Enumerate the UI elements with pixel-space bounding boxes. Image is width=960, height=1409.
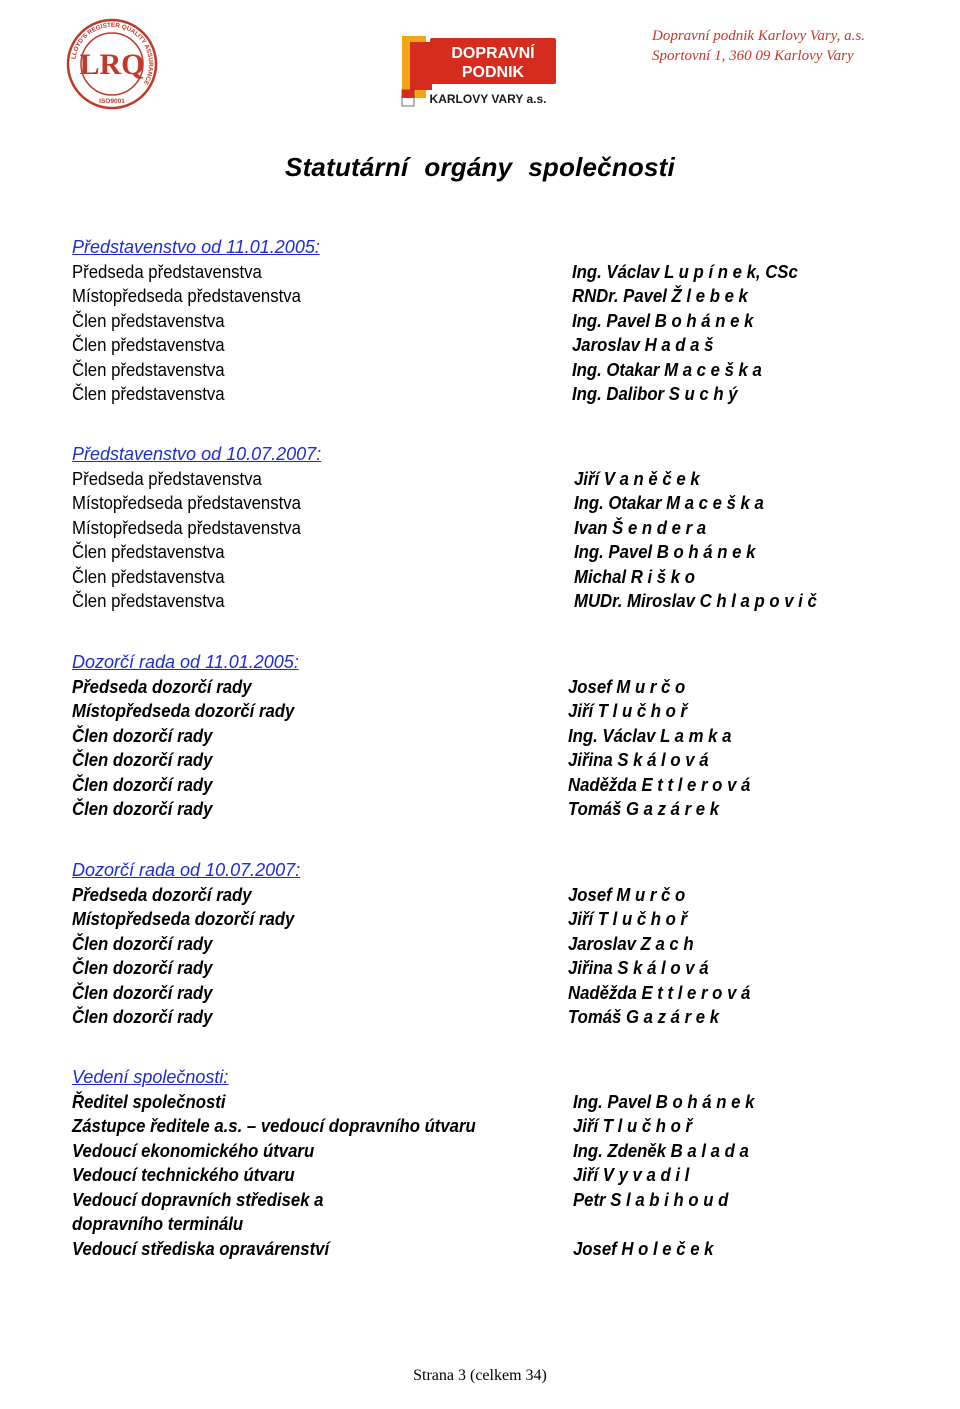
member-row xyxy=(72,1237,932,1262)
member-name: Jiří V a n ě č e k xyxy=(574,468,700,489)
member-row xyxy=(72,724,932,749)
section-heading: Vedení společnosti: xyxy=(72,1067,229,1087)
member-row xyxy=(72,540,932,565)
member-name: Josef H o l e č e k xyxy=(573,1238,714,1259)
lloyds-standard-text: ISO9001 xyxy=(99,98,125,105)
member-role: Vedoucí ekonomického útvaru xyxy=(72,1140,315,1161)
member-row xyxy=(72,1090,932,1115)
member-role: Člen představenstva xyxy=(72,310,225,331)
page-title xyxy=(0,152,960,183)
member-name: Ing. Pavel B o h á n e k xyxy=(572,310,754,331)
lloyds-ring-text: LLOYD'S REGISTER QUALITY ASSURANCE xyxy=(70,21,155,86)
member-role: Člen dozorčí rady xyxy=(72,982,213,1003)
member-role: Místopředseda dozorčí rady xyxy=(72,909,295,929)
member-row xyxy=(72,260,932,285)
dopravni-podnik-logo xyxy=(400,32,560,108)
member-row xyxy=(72,797,932,822)
page-header xyxy=(0,0,960,115)
member-name: Tomáš G a z á r e k xyxy=(568,1007,720,1027)
member-name: Naděžda E t t l e r o v á xyxy=(568,774,751,795)
title-word-3: společnosti xyxy=(528,152,675,182)
member-role: Vedoucí střediska opravárenství xyxy=(72,1238,330,1259)
member-role: Člen dozorčí rady xyxy=(72,774,213,795)
member-row xyxy=(72,981,932,1006)
member-name: Jiřina S k á l o v á xyxy=(568,750,709,770)
member-role: Předseda dozorčí rady xyxy=(72,676,252,697)
member-role: Místopředseda dozorčí rady xyxy=(72,701,295,721)
member-name: Jiří V y v a d i l xyxy=(573,1165,690,1185)
member-row xyxy=(72,382,932,407)
member-row xyxy=(72,589,932,614)
member-name: Josef M u r č o xyxy=(568,676,686,697)
member-row xyxy=(72,565,932,590)
member-role: Člen dozorčí rady xyxy=(72,933,213,954)
member-name: Josef M u r č o xyxy=(568,884,686,905)
member-role: Místopředseda představenstva xyxy=(72,286,301,306)
member-row xyxy=(72,1114,932,1139)
member-row xyxy=(72,907,932,932)
member-row xyxy=(72,333,932,358)
member-row xyxy=(72,675,932,700)
member-role: Člen dozorčí rady xyxy=(72,725,213,746)
member-role: Člen představenstva xyxy=(72,335,225,355)
member-name: Ing. Otakar M a c e š k a xyxy=(574,493,764,513)
section-supervisory-2007 xyxy=(72,858,932,1030)
dp-logo-line3: KARLOVY VARY a.s. xyxy=(429,92,547,106)
member-name: Tomáš G a z á r e k xyxy=(568,799,720,819)
member-role: Místopředseda představenstva xyxy=(72,517,301,538)
member-role: Člen představenstva xyxy=(72,384,225,404)
member-name: MUDr. Miroslav C h l a p o v i č xyxy=(574,591,817,611)
member-role: Zástupce ředitele a.s. – vedoucí dopravního útvaru xyxy=(72,1116,476,1136)
section-heading: Představenstvo od 11.01.2005: xyxy=(72,237,320,257)
member-row xyxy=(72,1005,932,1030)
member-name: Jiří T l u č h o ř xyxy=(568,909,688,929)
member-row xyxy=(72,932,932,957)
title-word-2: orgány xyxy=(424,152,513,182)
section-heading: Představenstvo od 10.07.2007: xyxy=(72,444,322,464)
member-role: Předseda představenstva xyxy=(72,261,262,282)
member-role: Člen představenstva xyxy=(72,591,225,611)
member-name: Jiří T l u č h o ř xyxy=(568,701,688,721)
member-row xyxy=(72,1139,932,1164)
member-row xyxy=(72,1188,932,1213)
member-role: Člen představenstva xyxy=(72,359,225,380)
section-board-2007 xyxy=(72,442,932,614)
member-role: Člen dozorčí rady xyxy=(72,958,213,978)
member-role: Člen dozorčí rady xyxy=(72,750,213,770)
page-footer xyxy=(0,1367,960,1385)
member-row xyxy=(72,1163,932,1188)
lloyds-logo-letters: LRQ xyxy=(79,48,145,81)
member-name: Ing. Václav L a m k a xyxy=(568,725,732,746)
member-row xyxy=(72,773,932,798)
member-name: Ing. Pavel B o h á n e k xyxy=(573,1091,755,1112)
member-role: dopravního terminálu xyxy=(72,1214,244,1234)
section-management xyxy=(72,1065,932,1261)
member-role: Předseda dozorčí rady xyxy=(72,884,252,905)
company-address: Sportovní 1, 360 09 Karlovy Vary xyxy=(652,48,854,64)
member-role: Ředitel společnosti xyxy=(72,1091,226,1112)
section-heading: Dozorčí rada od 10.07.2007: xyxy=(72,860,301,880)
member-name: Jaroslav H a d a š xyxy=(572,335,714,355)
member-row xyxy=(72,358,932,383)
member-role: Člen představenstva xyxy=(72,566,225,587)
member-role: Místopředseda představenstva xyxy=(72,493,301,513)
member-name: RNDr. Pavel Ž l e b e k xyxy=(572,286,748,306)
company-info xyxy=(652,26,942,66)
section-supervisory-2005 xyxy=(72,650,932,822)
member-name: Ing. Zdeněk B a l a d a xyxy=(573,1140,749,1161)
title-word-1: Statutární xyxy=(285,152,409,182)
member-name: Naděžda E t t l e r o v á xyxy=(568,982,751,1003)
member-row xyxy=(72,1212,932,1237)
section-heading: Dozorčí rada od 11.01.2005: xyxy=(72,652,299,672)
member-row xyxy=(72,467,932,492)
member-role: Vedoucí technického útvaru xyxy=(72,1165,295,1185)
member-row xyxy=(72,883,932,908)
member-name: Ing. Václav L u p í n e k, CSc xyxy=(572,261,798,282)
member-name: Jiřina S k á l o v á xyxy=(568,958,709,978)
dp-logo-line2: PODNIK xyxy=(461,64,525,81)
member-name: Ivan Š e n d e r a xyxy=(574,517,707,538)
member-name: Ing. Dalibor S u c h ý xyxy=(572,384,738,404)
section-board-2005 xyxy=(72,235,932,407)
member-name: Ing. Pavel B o h á n e k xyxy=(574,542,756,562)
member-role: Člen dozorčí rady xyxy=(72,799,213,819)
member-row xyxy=(72,491,932,516)
member-row xyxy=(72,748,932,773)
member-role: Člen představenstva xyxy=(72,542,225,562)
member-role: Člen dozorčí rady xyxy=(72,1007,213,1027)
member-name: Ing. Otakar M a c e š k a xyxy=(572,359,762,380)
lloyds-register-logo xyxy=(66,18,158,110)
member-name: Jiří T l u č h o ř xyxy=(573,1116,693,1136)
company-name: Dopravní podnik Karlovy Vary, a.s. xyxy=(652,28,865,44)
member-row xyxy=(72,309,932,334)
member-row xyxy=(72,284,932,309)
member-row xyxy=(72,699,932,724)
member-name: Jaroslav Z a c h xyxy=(568,933,694,954)
member-role: Vedoucí dopravních středisek a xyxy=(72,1189,324,1210)
page-number: Strana 3 (celkem 34) xyxy=(413,1367,547,1384)
member-role: Předseda představenstva xyxy=(72,468,262,489)
member-row xyxy=(72,956,932,981)
member-name: Petr S l a b i h o u d xyxy=(573,1189,729,1210)
member-name: Michal R i š k o xyxy=(574,566,695,587)
member-row xyxy=(72,516,932,541)
dp-logo-line1: DOPRAVNÍ xyxy=(451,45,535,62)
